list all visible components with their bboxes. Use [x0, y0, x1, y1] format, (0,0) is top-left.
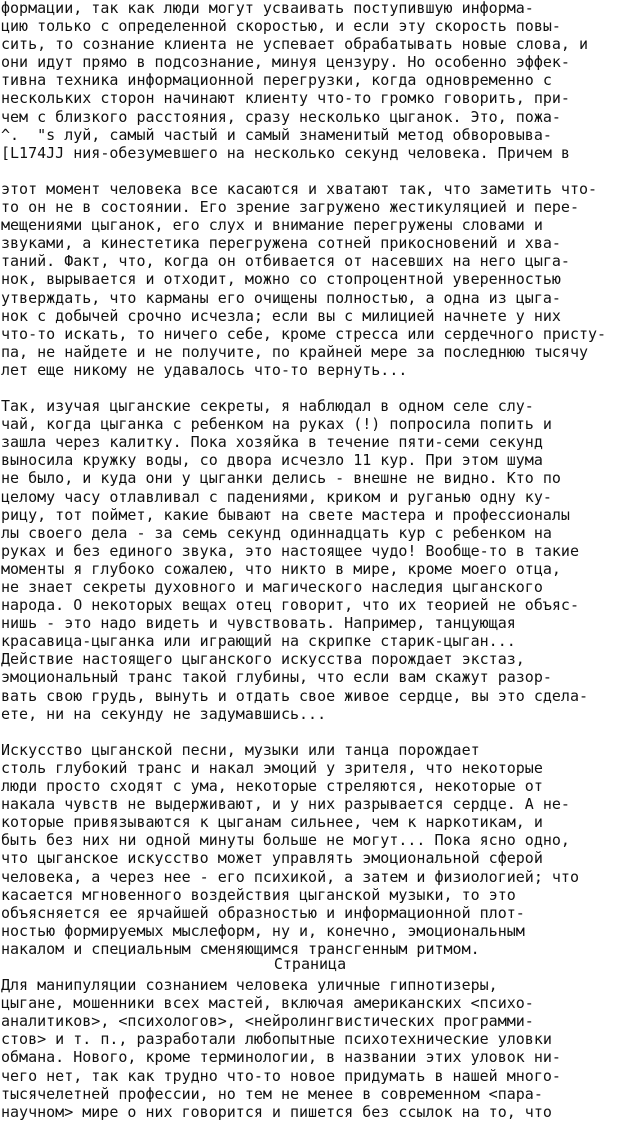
text-line: которые привязываются к цыганам сильнее, чем к наркотикам, и	[1, 813, 543, 832]
text-line: быть без них ни одной минуты больше не могут... Пока ясно одно,	[1, 831, 570, 850]
paragraph	[1, 976, 619, 1121]
text-line: сить, то сознание клиента не успевает обрабатывать новые слова, и	[1, 35, 588, 54]
text-line: тивна техника информационной перегрузки, когда одновременно с	[1, 71, 552, 90]
text-line: то он не в состоянии. Его зрение загружено жестикуляцией и пере-	[1, 198, 579, 217]
text-line: накалом и специальным сменяющимся трансгенным ритмом.	[1, 939, 480, 958]
text-line: чем с близкого расстояния, сразу несколько цыганок. Это, пожа-	[1, 107, 561, 126]
text-line: утверждать, что карманы его очищены полностью, а одна из цыга-	[1, 288, 561, 307]
text-line: чего нет, так как трудно что-то новое придумать в нашей много-	[1, 1066, 561, 1085]
text-line: научном> мире о них говорится и пишется без ссылок на то, что	[1, 1102, 552, 1121]
text-line: Так, изучая цыганские секреты, я наблюдал в одном селе слу-	[1, 397, 534, 416]
text-line: нескольких сторон начинают клиенту что-то громко говорить, при-	[1, 89, 570, 108]
text-line: стов> и т. п., разработали любопытные психотехнические уловки	[1, 1030, 552, 1049]
text-line: таний. Факт, что, когда он отбивается от насевших на него цыга-	[1, 252, 570, 271]
text-line: эмоциональный транс такой глубины, что если вам скажут разор-	[1, 668, 552, 687]
text-line: вать свою грудь, вынуть и отдать свое живое сердце, вы это сделa-	[1, 686, 588, 705]
text-line: ете, ни на секунду не задумавшись...	[1, 704, 327, 723]
text-line: целому часу отлавливал с падениями, криком и руганью одну ку-	[1, 487, 552, 506]
text-line: что-то искать, то ничего себе, кроме стресса или сердечного присту-	[1, 324, 607, 343]
text-line: красавица-цыганка или играющий на скрипке старик-цыган...	[1, 632, 516, 651]
text-line: па, не найдете и не получите, по крайней мере за последнюю тысячу	[1, 342, 588, 361]
text-line: объясняется ее ярчайшей образностью и информационной плот-	[1, 903, 525, 922]
paragraph	[1, 741, 619, 958]
text-line: столь глубокий транс и накал эмоций у зрителя, что некоторые	[1, 758, 543, 777]
text-line: формации, так как люди могут усваивать поступившую информа-	[1, 0, 534, 17]
text-line: цию только с определенной скоростью, и если эту скорость повы-	[1, 17, 561, 36]
text-line: ностью формируемых мыслеформ, ну и, конечно, эмоциональным	[1, 921, 525, 940]
text-line: этот момент человека все касаются и хватают так, что заметить что-	[1, 179, 598, 198]
text-line: не было, и куда они у цыганки делись - внешне не видно. Кто по	[1, 469, 561, 488]
text-line: Действие настоящего цыганского искусства порождает экстаз,	[1, 650, 525, 669]
text-line: тысячелетней профессии, но тем не менее в современном <пара-	[1, 1084, 543, 1103]
text-line: нок с добычей срочно исчезла; если вы с милицией начнете у них	[1, 306, 561, 325]
text-line: ^. "s луй, самый частый и самый знаменитый метод обворовыва-	[1, 125, 552, 144]
text-line: они идут прямо в подсознание, минуя цензуру. Но особенно эффек-	[1, 53, 570, 72]
paragraph	[1, 0, 619, 162]
text-line: лет еще никому не удавалось что-то вернуть...	[1, 360, 408, 379]
text-line: народа. О некоторых вещах отец говорит, что их теорией не объяс-	[1, 596, 579, 615]
text-line: обмана. Нового, кроме терминологии, в названии этих уловок ни-	[1, 1048, 561, 1067]
text-line: цыгане, мошенники всех мастей, включая американских <психо-	[1, 994, 534, 1013]
text-line: аналитиков>, <психологов>, <нейролингвистических программи-	[1, 1012, 534, 1031]
paragraph	[1, 397, 619, 723]
text-line: накала чувств не выдерживают, и у них разрывается сердце. А не-	[1, 795, 570, 814]
text-line: чай, когда цыганка с ребенком на руках (!) попросила попить и	[1, 415, 552, 434]
text-line: касается мгновенного воздействия цыганской музыки, то это	[1, 885, 516, 904]
page-footer-label: Страница	[273, 955, 347, 973]
text-line: нишь - это надо видеть и чувствовать. Например, танцующая	[1, 614, 516, 633]
text-line: Для манипуляции сознанием человека уличные гипнотизеры,	[1, 976, 498, 995]
text-line: не знает секреты духовного и магического наследия цыганского	[1, 578, 543, 596]
text-line: выносила кружку воды, со двора исчезло 11 кур. При этом шума	[1, 451, 543, 470]
text-line: что цыганское искусство может управлять эмоциональной сферой	[1, 849, 543, 868]
text-line: моменты я глубоко сожалею, что никто в мире, кроме моего отца,	[1, 559, 561, 578]
text-line: люди просто сходят с ума, некоторые стреляются, некоторые от	[1, 777, 543, 796]
paragraph	[1, 180, 619, 379]
text-line: мещениями цыганок, его слух и внимание перегружены словами и	[1, 216, 543, 235]
text-line: рицу, тот поймет, какие бывают на свете мастера и профессионалы	[1, 505, 570, 524]
text-line: нок, вырывается и отходит, можно со стопроцентной уверенностью	[1, 270, 561, 289]
text-line: человека, а через нее - его психикой, а затем и физиологией; что	[1, 867, 579, 886]
text-line: Искусство цыганской песни, музыки или танца порождает	[1, 740, 480, 759]
text-line: зашла через калитку. Пока хозяйка в течение пяти-семи секунд	[1, 433, 543, 452]
text-line: [L174JJ ния-обезумевшего на несколько секунд человека. Причем в	[1, 143, 570, 162]
text-line: звуками, а кинестетика перегружена сотней прикосновений и хва-	[1, 234, 561, 253]
text-line: лы своего дела - за семь секунд одиннадцать кур с ребенком на	[1, 523, 552, 542]
text-line: руках и без единого звука, это настоящее чудо! Вообще-то в такие	[1, 541, 579, 560]
